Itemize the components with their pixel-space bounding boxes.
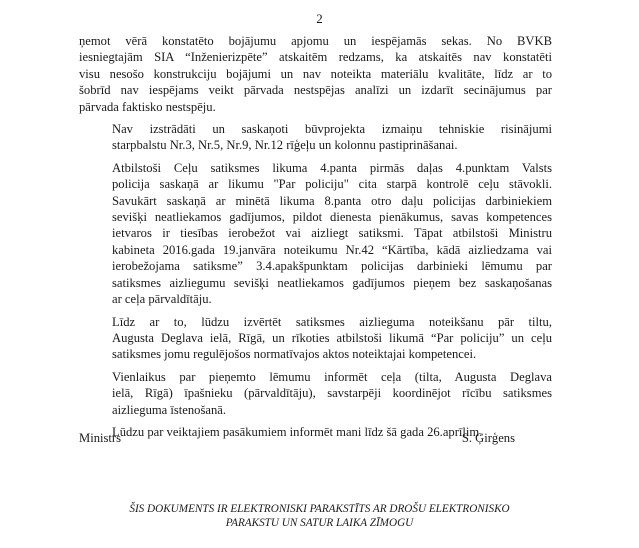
- text-line: Lūdzu par veiktajiem pasākumiem informēt mani līdz šā gada 26.aprīlim.: [112, 424, 483, 439]
- text-line: Vienlaikus par pieņemto lēmumu informēt ceļa (tilta, Augusta Deglava: [112, 369, 552, 384]
- text-line: iesniegtajām SIA “Inženierizpēte” atskaitēm redzams, ka atskaitēs nav konstatēti: [79, 50, 552, 65]
- text-line: Nav izstrādāti un saskaņoti būvprojekta izmaiņu tehniskie risinājumi: [112, 122, 552, 137]
- paragraph-4: [79, 314, 552, 363]
- paragraph-1: [79, 33, 552, 115]
- notice-line: PARAKSTU UN SATUR LAIKA ZĪMOGU: [225, 517, 414, 529]
- text-line: policija saskaņā ar likumu "Par policiju" cita starpā kontrolē ceļu stāvokli.: [112, 177, 552, 192]
- text-line: kabineta 2016.gada 19.janvāra noteikumu Nr.42 “Kārtība, kādā aizliedzama vai: [112, 242, 552, 257]
- paragraph-2: [79, 121, 552, 154]
- text-line: sevišķi neatliekamos gadījumos, pildot dienesta pienākumus, savas kompetences: [112, 210, 552, 225]
- text-line: ņemot vērā konstatēto bojājumu apjomu un iespējamās sekas. No BVKB: [79, 34, 552, 48]
- text-line: šobrīd nav iespējams veikt pārvada nestspējas analīzi un izdarīt secinājumus par: [79, 83, 552, 98]
- text-line: starpbalstu Nr.3, Nr.5, Nr.9, Nr.12 rīģeļu un kolonnu pastiprināšanai.: [112, 138, 458, 153]
- paragraph-3: [79, 160, 552, 308]
- text-line: Līdz ar to, lūdzu izvērtēt satiksmes aizlieguma noteikšanu pār tiltu,: [112, 314, 552, 329]
- text-line: satiksmes aizliegumu sevišķi neatliekamos gadījumos pieņem bez saskaņošanas: [112, 275, 552, 290]
- text-line: ar ceļa pārvaldītāju.: [112, 292, 212, 307]
- text-line: pārvada faktisko nestspēju.: [79, 99, 216, 114]
- text-line: Atbilstoši Ceļu satiksmes likuma 4.panta pirmās daļas 4.punktam Valsts: [112, 160, 552, 175]
- paragraph-5: [79, 369, 552, 418]
- signatory-title: Ministrs: [79, 431, 121, 445]
- text-line: Savukārt saskaņā ar minētā likuma 8.panta otro daļu policijas darbiniekiem: [112, 193, 552, 208]
- e-signature-notice: [0, 502, 639, 530]
- letter-body: [79, 33, 552, 446]
- signature-block: [79, 431, 515, 446]
- text-line: ierobežojama satiksme” 3.4.apakšpunktam policijas darbinieki lēmumu par: [112, 259, 552, 274]
- notice-line: ŠIS DOKUMENTS IR ELEKTRONISKI PARAKSTĪTS AR DROŠU ELEKTRONISKO: [129, 503, 510, 515]
- text-line: ietvaros ir tiesības ierobežot vai aizliegt satiksmi. Tāpat atbilstoši Ministru: [112, 226, 552, 241]
- text-line: satiksmes jomu regulējošos normatīvajos aktos noteiktajai kompetencei.: [112, 347, 477, 362]
- text-line: aizlieguma īstenošanā.: [112, 402, 227, 417]
- text-line: Augusta Deglava ielā, Rīgā, un rīkoties atbilstoši likumā “Par policiju” un ceļu: [112, 330, 552, 345]
- page-number: 2: [316, 11, 323, 26]
- signatory-name: S. Ģirģens: [461, 431, 515, 445]
- text-line: ielā, Rīgā) īpašnieku (pārvaldītāju), savstarpēji koordinējot rīcību satiksmes: [112, 386, 552, 401]
- text-line: visu nesošo konstrukciju bojājumi un nav noteikta materiālu kvalitāte, līdz ar to: [79, 66, 552, 81]
